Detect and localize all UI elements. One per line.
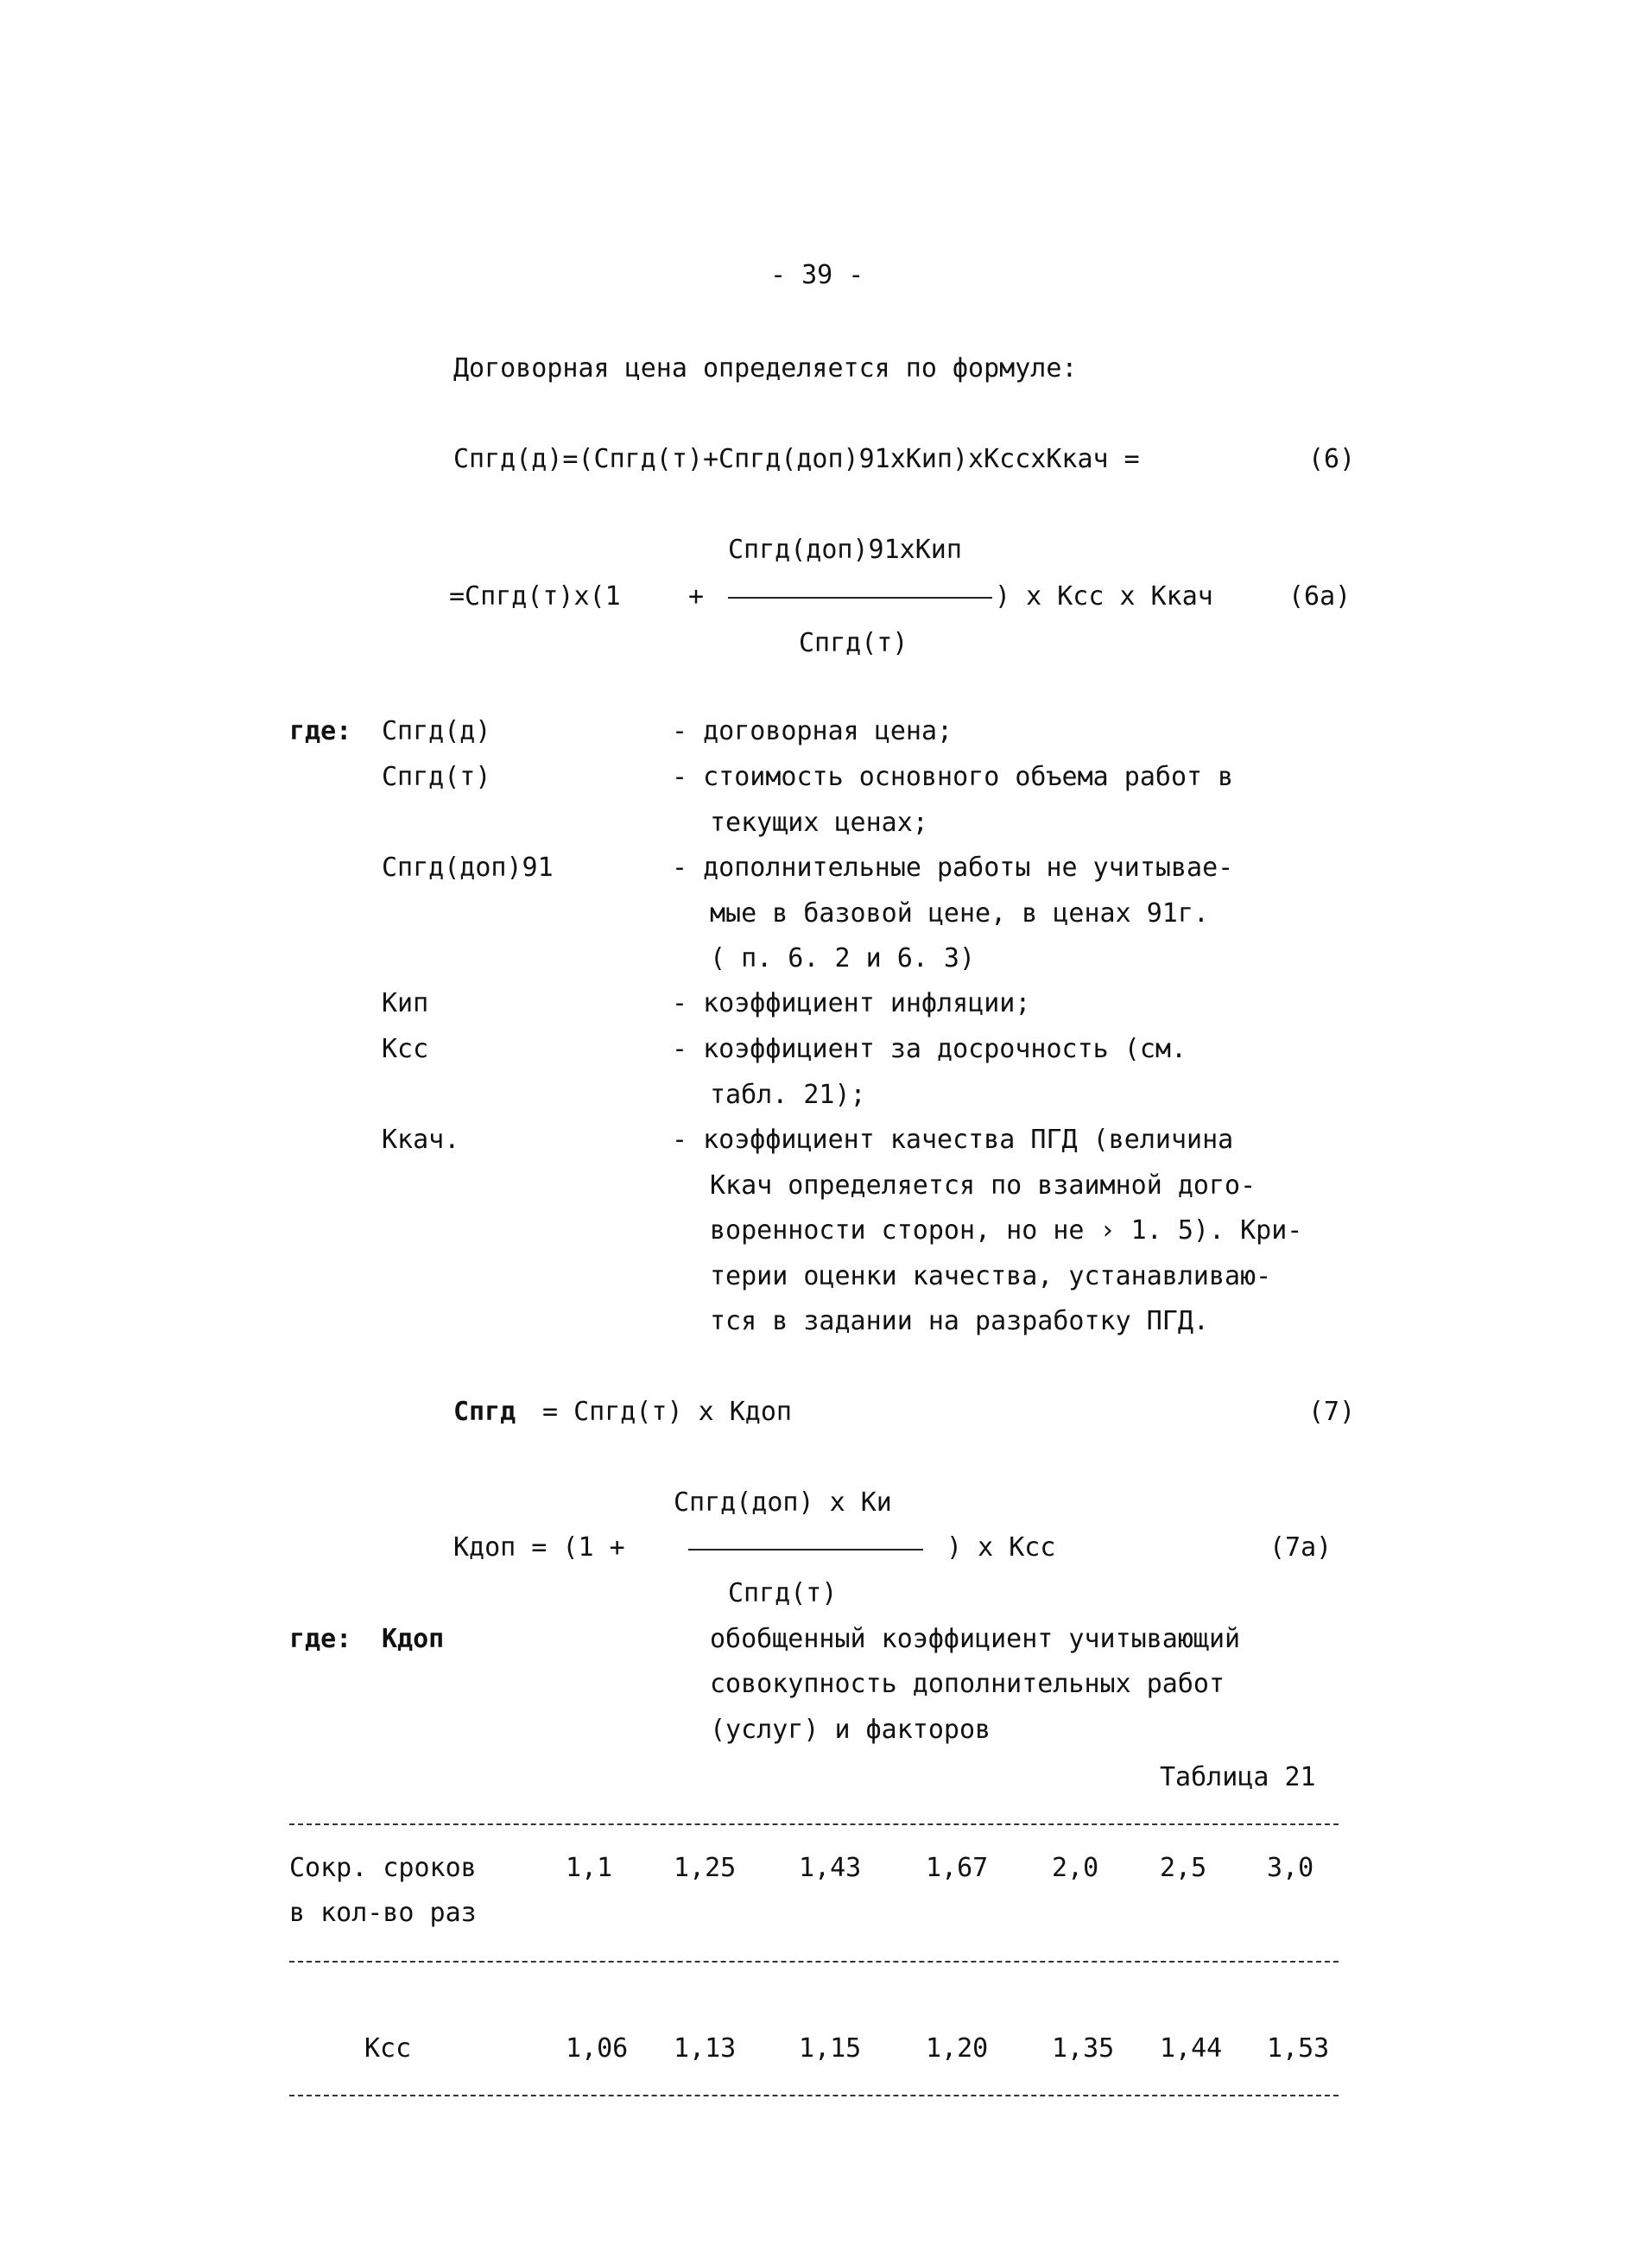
table-cell: 1,13 [674, 2033, 737, 2064]
definition-term: Ккач. [382, 1125, 460, 1155]
definition-term: Спгд(доп)91 [382, 853, 554, 883]
formula-7a-denominator: Спгд(т) [728, 1578, 838, 1608]
formula-7a-numerator: Спгд(доп) х Ки [674, 1487, 892, 1518]
formula-6-number: (6) [1308, 444, 1356, 474]
table-rule-top [289, 1823, 1339, 1825]
table-rule-bottom [289, 2095, 1339, 2096]
table-cell: 1,67 [926, 1853, 989, 1883]
definition-text: тся в задании на разработку ПГД. [710, 1306, 1209, 1336]
formula-6a-numerator: Спгд(доп)91хКип [728, 535, 962, 565]
definition-text: - коэффициент за досрочность (см. [672, 1034, 1187, 1064]
definition-text: Ккач определяется по взаимной дого- [710, 1170, 1256, 1201]
table-cell: 1,43 [799, 1853, 862, 1883]
definition-term: Кип [382, 988, 429, 1018]
formula-6-text: Спгд(д)=(Спгд(т)+Спгд(доп)91хКип)хКссхКкач = [453, 444, 1140, 474]
definition-text: совокупность дополнительных работ [710, 1669, 1225, 1699]
definition-term-kdop: Кдоп [382, 1624, 445, 1654]
table-cell: 1,53 [1267, 2033, 1330, 2064]
definition-term: Спгд(т) [382, 762, 491, 792]
table-caption: Таблица 21 [1160, 1762, 1316, 1792]
table-cell: 2,5 [1160, 1853, 1207, 1883]
definition-text: текущих ценах; [710, 808, 928, 838]
definition-text: ( п. 6. 2 и 6. 3) [710, 943, 976, 973]
definition-text: - дополнительные работы не учитывае- [672, 853, 1234, 883]
formula-7-left: Спгд [453, 1397, 516, 1427]
table-cell: 1,35 [1052, 2033, 1115, 2064]
table-cell: 1,1 [566, 1853, 613, 1883]
formula-6a-number: (6а) [1288, 581, 1351, 612]
definition-term: Спгд(д) [382, 716, 491, 746]
where-label: где: [289, 716, 352, 746]
definition-text: - договорная цена; [672, 716, 953, 746]
formula-7a-number: (7а) [1269, 1532, 1332, 1563]
formula-6a-left: =Спгд(т)х(1 [449, 581, 621, 612]
definition-text: табл. 21); [710, 1080, 866, 1110]
definition-text: воренности сторон, но не › 1. 5). Кри- [710, 1215, 1303, 1246]
formula-7-number: (7) [1308, 1397, 1356, 1427]
table-cell: 3,0 [1267, 1853, 1314, 1883]
definition-text: (услуг) и факторов [710, 1715, 991, 1745]
formula-7a-right: ) х Ксс [946, 1532, 1056, 1563]
table-row-label: Сокр. сроков [289, 1853, 477, 1883]
formula-7a-left: Кдоп = (1 + [453, 1532, 625, 1563]
formula-7-right: = Спгд(т) х Кдоп [542, 1397, 792, 1427]
table-cell: 1,20 [926, 2033, 989, 2064]
formula-6a-plus: + [688, 581, 705, 612]
table-cell: 1,15 [799, 2033, 862, 2064]
table-row-label: Ксс [364, 2033, 412, 2064]
formula-6a-right: ) х Ксс х Ккач [995, 581, 1213, 612]
formula-6a-fraction-bar [728, 597, 992, 599]
definition-text: терии оценки качества, устанавливаю- [710, 1261, 1272, 1291]
table-cell: 1,44 [1160, 2033, 1223, 2064]
table-cell: 1,06 [566, 2033, 629, 2064]
formula-7a-fraction-bar [688, 1549, 923, 1551]
definition-text: - коэффициент инфляции; [672, 988, 1031, 1018]
page-number: - 39 - [770, 260, 864, 290]
table-cell: 1,25 [674, 1853, 737, 1883]
definition-text: обобщенный коэффициент учитывающий [710, 1624, 1241, 1654]
table-rule-middle [289, 1961, 1339, 1963]
intro-text: Договорная цена определяется по формуле: [453, 353, 1078, 384]
table-cell: 2,0 [1052, 1853, 1099, 1883]
definition-text: - стоимость основного объема работ в [672, 762, 1234, 792]
definition-text: - коэффициент качества ПГД (величина [672, 1125, 1234, 1155]
definition-term: Ксс [382, 1034, 429, 1064]
definition-text: мые в базовой цене, в ценах 91г. [710, 898, 1209, 929]
where-label-2: где: [289, 1624, 352, 1654]
table-row-label: в кол-во раз [289, 1898, 477, 1928]
formula-6a-denominator: Спгд(т) [799, 628, 908, 658]
